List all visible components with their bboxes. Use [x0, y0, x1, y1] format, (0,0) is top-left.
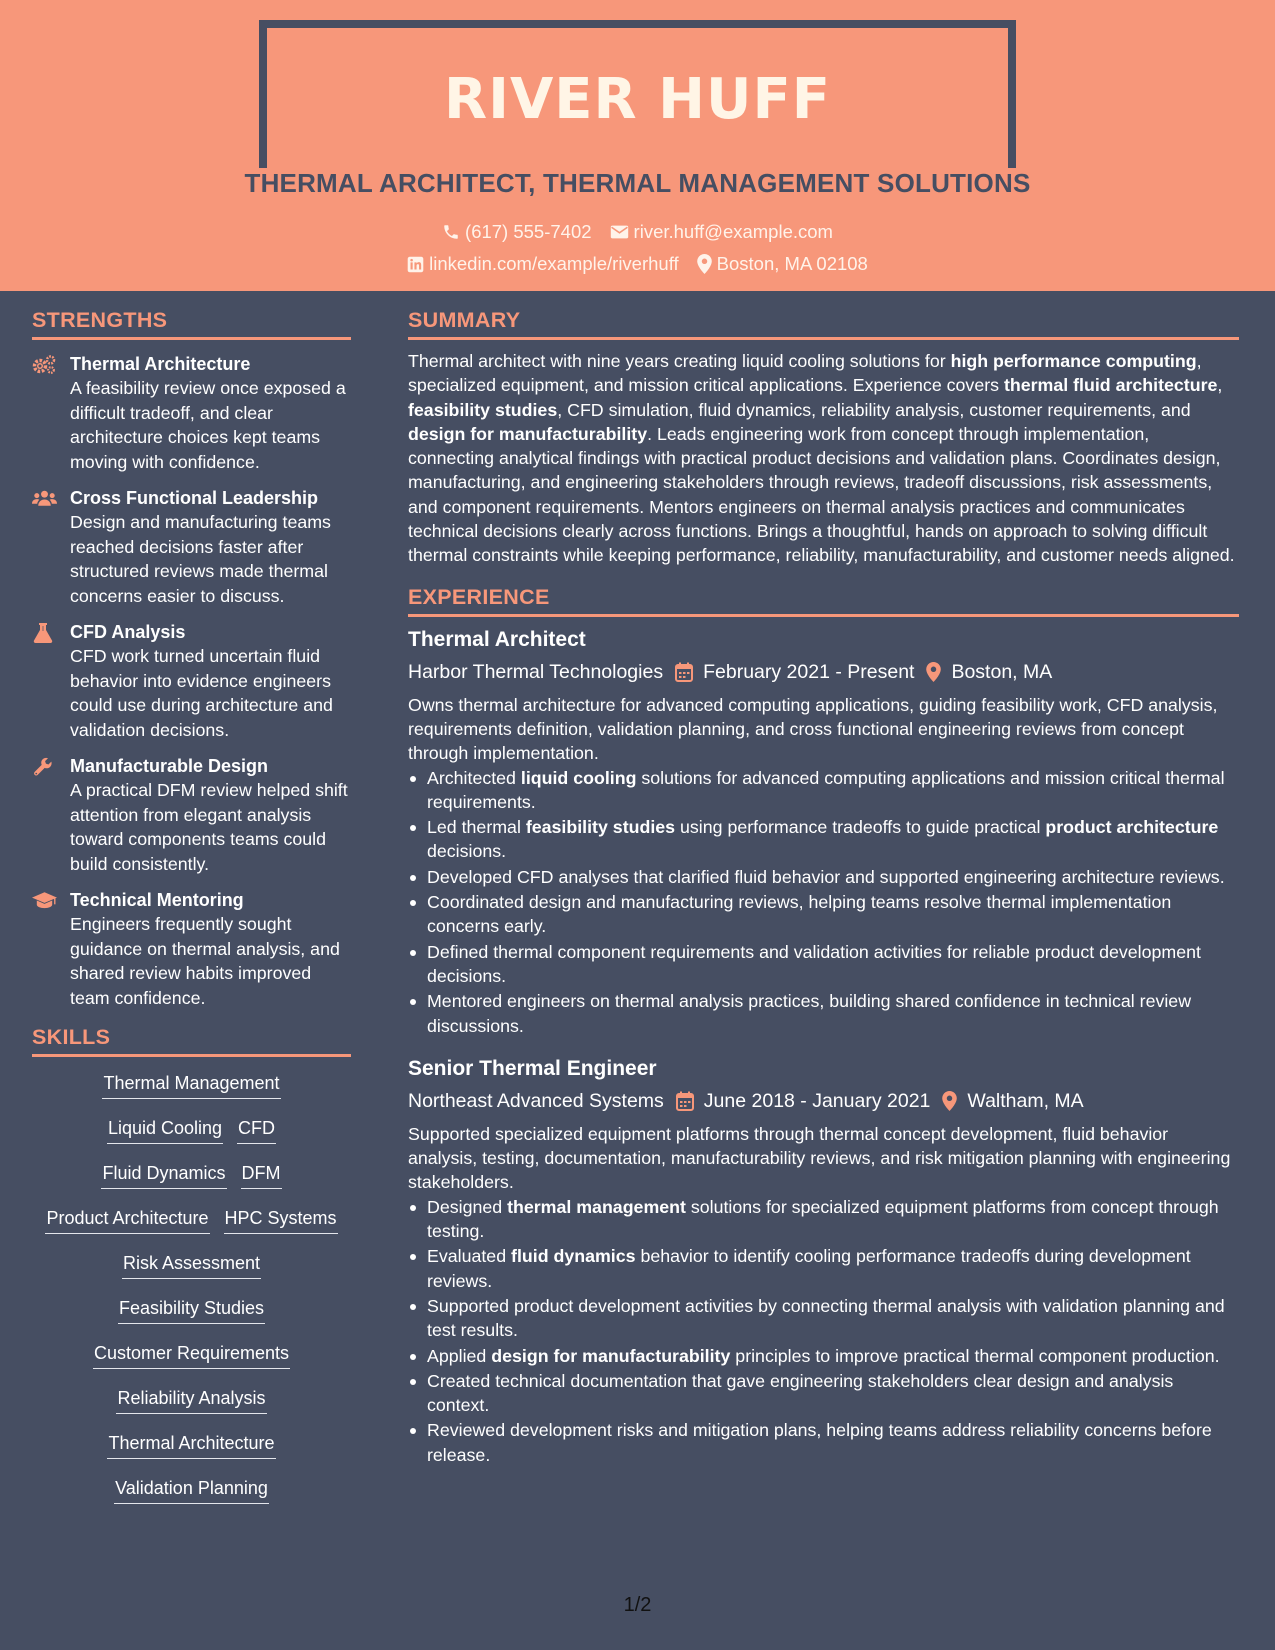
skill-row	[32, 1341, 351, 1386]
page-number: 1/2	[623, 1594, 652, 1616]
job-bullet: Designed thermal management solutions for specialized equipment platforms from concept through testing.	[408, 1195, 1239, 1244]
skill-row	[32, 1161, 351, 1206]
job-location: Waltham, MA	[967, 1089, 1084, 1112]
skill-tag: Fluid Dynamics	[101, 1161, 226, 1189]
skill-tag: Feasibility Studies	[118, 1296, 265, 1324]
strength-title: Cross Functional Leadership	[70, 488, 319, 508]
map-pin-icon	[926, 662, 941, 682]
location-contact	[697, 252, 868, 276]
strength-desc: CFD work turned uncertain fluid behavior into evidence engineers could use during architecture and validation decisions.	[70, 646, 333, 740]
bold-keyword: design for manufacturability	[491, 1345, 731, 1366]
job-bullet: Evaluated fluid dynamics behavior to identify cooling performance tradeoffs during development reviews.	[408, 1244, 1239, 1293]
skill-row	[32, 1296, 351, 1341]
skill-tag: Liquid Cooling	[107, 1116, 223, 1144]
phone-icon	[442, 223, 460, 241]
job-title: Senior Thermal Engineer	[408, 1056, 657, 1080]
job-entry	[408, 1054, 1239, 1467]
strength-desc: Design and manufacturing teams reached decisions faster after structured reviews made thermal concerns easier to discuss.	[70, 512, 331, 606]
wrench-icon	[32, 754, 70, 876]
job-dates: February 2021 - Present	[703, 660, 915, 683]
email-text: river.huff@example.com	[633, 221, 833, 242]
strength-title: CFD Analysis	[70, 622, 186, 642]
bold-keyword: thermal management	[507, 1196, 686, 1217]
job-bullet: Created technical documentation that gave engineering stakeholders clear design and analysis context.	[408, 1369, 1239, 1418]
skill-row	[32, 1476, 351, 1521]
skills-list	[32, 1071, 351, 1521]
skill-tag: Reliability Analysis	[116, 1386, 266, 1414]
company-name: Northeast Advanced Systems	[408, 1089, 664, 1112]
job-bullet: Defined thermal component requirements and validation activities for reliable product development decisions.	[408, 940, 1239, 989]
strengths-list	[32, 352, 351, 1010]
strength-desc: Engineers frequently sought guidance on thermal analysis, and shared review habits improved team confidence.	[70, 914, 340, 1008]
phone-contact[interactable]	[442, 220, 592, 244]
calendar-icon	[675, 662, 693, 682]
strength-title: Technical Mentoring	[70, 890, 244, 910]
graduation-cap-icon	[32, 888, 70, 1010]
strengths-heading: STRENGTHS	[32, 305, 351, 340]
job-bullet: Mentored engineers on thermal analysis practices, building shared confidence in technical review discussions.	[408, 989, 1239, 1038]
job-bullet: Architected liquid cooling solutions for advanced computing applications and mission critical thermal requirements.	[408, 766, 1239, 815]
skill-row	[32, 1251, 351, 1296]
skill-tag: DFM	[241, 1161, 282, 1189]
flask-icon	[32, 620, 70, 742]
skill-tag: Thermal Architecture	[107, 1431, 275, 1459]
linkedin-text: linkedin.com/example/riverhuff	[429, 253, 679, 274]
job-bullet: Reviewed development risks and mitigation plans, helping teams address reliability concerns before release.	[408, 1418, 1239, 1467]
contact-row-2	[0, 252, 1275, 276]
strength-title: Thermal Architecture	[70, 354, 251, 374]
job-description: Supported specialized equipment platforms through thermal concept development, fluid behavior analysis, testing, documentation, manufacturability reviews, and risk mitigation planning with engineering stakeholders.	[408, 1123, 1231, 1193]
email-contact[interactable]	[610, 220, 833, 244]
job-meta	[408, 1086, 1239, 1116]
skill-row	[32, 1206, 351, 1251]
resume-header	[0, 0, 1275, 291]
job-bullets	[408, 1195, 1239, 1467]
skill-row	[32, 1116, 351, 1161]
skill-row	[32, 1431, 351, 1476]
bold-keyword: thermal fluid architecture	[1003, 375, 1218, 396]
strength-item	[32, 620, 351, 742]
job-bullet: Supported product development activities by connecting thermal analysis with validation planning and test results.	[408, 1294, 1239, 1343]
strength-desc: A feasibility review once exposed a difficult tradeoff, and clear architecture choices kept teams moving with confidence.	[70, 378, 346, 472]
envelope-icon	[610, 224, 629, 240]
phone-text: (617) 555-7402	[465, 221, 592, 242]
job-meta	[408, 657, 1239, 687]
skill-tag: Thermal Management	[102, 1071, 280, 1099]
job-title: Thermal Architect	[408, 627, 586, 651]
strength-item	[32, 888, 351, 1010]
bold-keyword: liquid cooling	[520, 767, 637, 788]
experience-heading: EXPERIENCE	[408, 582, 1239, 617]
company-name: Harbor Thermal Technologies	[408, 660, 664, 683]
strength-desc: A practical DFM review helped shift attention from elegant analysis toward components teams could build consistently.	[70, 780, 348, 874]
job-bullet: Coordinated design and manufacturing reviews, helping teams resolve thermal implementation concerns early.	[408, 890, 1239, 939]
strength-item	[32, 754, 351, 876]
summary-heading: SUMMARY	[408, 305, 1239, 340]
map-pin-icon	[697, 254, 712, 274]
linkedin-contact[interactable]	[407, 252, 679, 276]
job-description: Owns thermal architecture for advanced computing applications, guiding feasibility work, CFD analysis, requirements definition, validation planning, and cross functional engineering reviews from concept through implementation.	[408, 694, 1218, 764]
bold-keyword: design for manufacturability	[408, 423, 648, 444]
skill-tag: Product Architecture	[45, 1206, 209, 1234]
candidate-name: RIVER HUFF	[443, 67, 831, 132]
candidate-title: THERMAL ARCHITECT, THERMAL MANAGEMENT SOLUTIONS	[244, 168, 1031, 198]
job-bullet: Applied design for manufacturability principles to improve practical thermal component production.	[408, 1344, 1239, 1368]
users-icon	[32, 486, 70, 608]
job-bullets	[408, 766, 1239, 1038]
calendar-icon	[676, 1091, 694, 1111]
contact-row-1	[0, 220, 1275, 244]
job-bullet: Led thermal feasibility studies using performance tradeoffs to guide practical product architecture decisions.	[408, 815, 1239, 864]
skill-tag: Risk Assessment	[122, 1251, 261, 1279]
bold-keyword: product architecture	[1045, 817, 1219, 838]
skill-row	[32, 1071, 351, 1116]
job-bullet: Developed CFD analyses that clarified fluid behavior and supported engineering architecture reviews.	[408, 865, 1239, 889]
skill-tag: HPC Systems	[224, 1206, 338, 1234]
bold-keyword: high performance computing	[950, 351, 1197, 371]
left-column	[32, 305, 351, 1521]
job-entry	[408, 625, 1239, 1038]
right-column	[408, 305, 1239, 1468]
bold-keyword: fluid dynamics	[511, 1246, 636, 1267]
skill-tag: Customer Requirements	[93, 1341, 290, 1369]
skill-tag: CFD	[237, 1116, 276, 1144]
linkedin-icon	[407, 256, 424, 273]
job-dates: June 2018 - January 2021	[703, 1089, 931, 1112]
bold-keyword: feasibility studies	[408, 399, 558, 420]
job-location: Boston, MA	[951, 660, 1053, 683]
strength-item	[32, 486, 351, 608]
location-text: Boston, MA 02108	[716, 253, 868, 274]
summary-text: Thermal architect with nine years creating liquid cooling solutions for high performance computing, specialized equipment, and mission critical applications. Experience covers thermal fluid architecture, feasibility studies, CFD simulation, fluid dynamics, reliability analysis, customer requirements, and design for manufacturability. Leads engineering work from concept through implementation, connecting analytical findings with practical product decisions and validation plans. Coordinates design, manufacturing, and engineering stakeholders through reviews, tradeoff discussions, risk assessments, and component requirements. Mentors engineers on thermal analysis practices and communicates technical decisions clearly across functions. Brings a thoughtful, hands on approach to solving difficult thermal constraints while keeping performance, reliability, manufacturability, and customer needs aligned.	[408, 351, 1235, 566]
strength-title: Manufacturable Design	[70, 756, 269, 776]
skills-heading: SKILLS	[32, 1022, 351, 1057]
skill-row	[32, 1386, 351, 1431]
map-pin-icon	[942, 1091, 957, 1111]
strength-item	[32, 352, 351, 474]
gears-icon	[32, 352, 70, 474]
bold-keyword: feasibility studies	[525, 817, 676, 838]
skill-tag: Validation Planning	[114, 1476, 269, 1504]
